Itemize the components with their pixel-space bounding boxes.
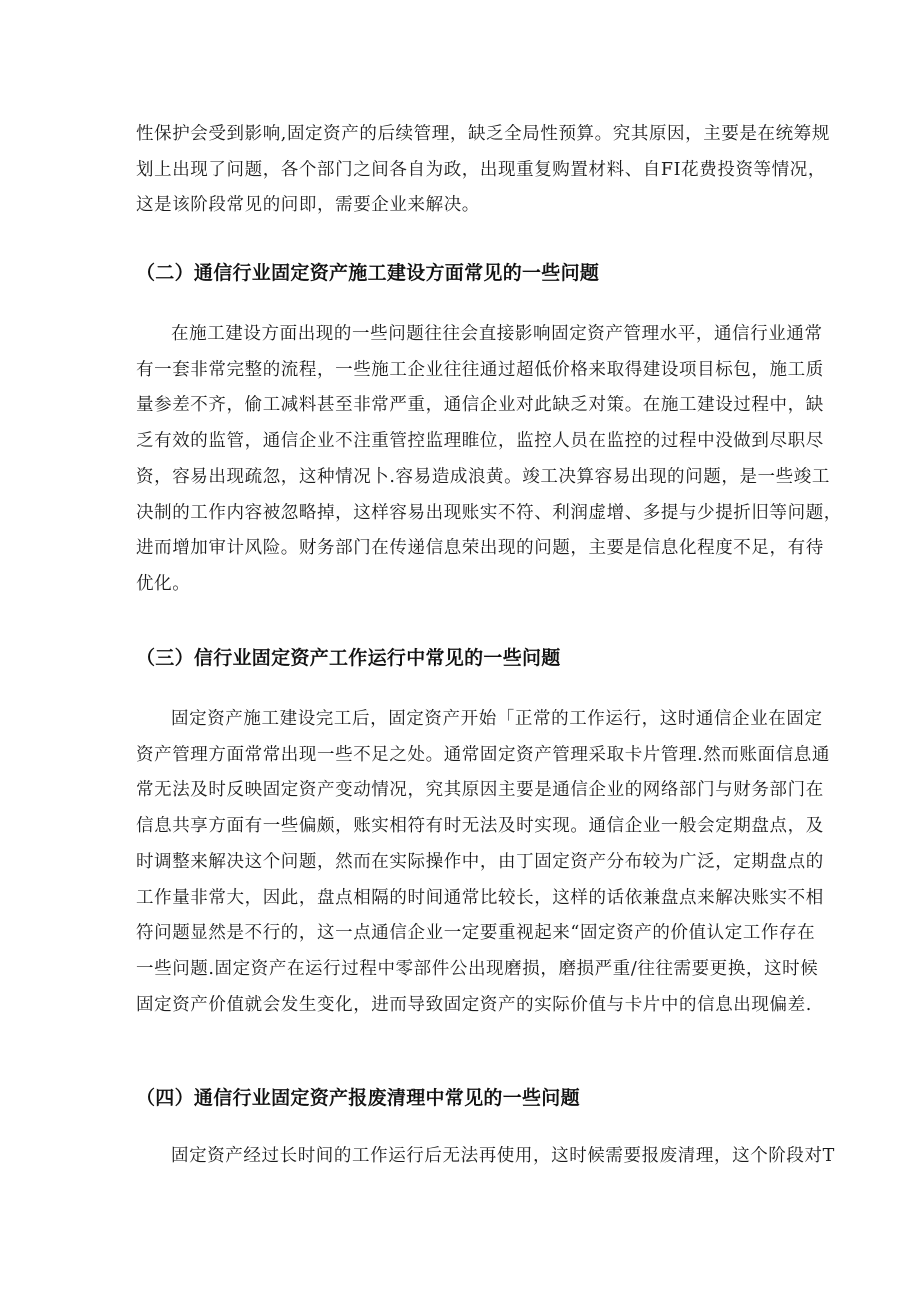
text-line: 工作量非常大，因此，盘点相隔的时间通常比较长，这样的话依兼盘点来解决账实不相	[136, 887, 824, 908]
text-line: 资产管理方面常常出现一些不足之处。通常固定资产管理采取卡片管理.然而账面信息通	[136, 744, 830, 765]
paragraph-text	[136, 317, 842, 603]
text-line: 优化。	[136, 573, 191, 594]
paragraph-continuation	[136, 117, 830, 224]
text-line: 时调整来解决这个问题，然而在实际操作中，由丁固定资产分布较为广泛，定期盘点的	[136, 851, 824, 872]
section-heading-4	[136, 1083, 786, 1113]
section-heading-2	[136, 258, 786, 288]
text-line: 固定资产施工建设完工后，固定资产开始「正常的工作运行，这时通信企业在固定	[171, 709, 823, 729]
text-line: 固定资产经过长时间的工作运行后无法再使用，这时候需要报废清理，这个阶段对T	[171, 1146, 835, 1166]
section-heading: （三）信行业固定资产工作运行中常见的一些问题	[136, 647, 561, 669]
section-heading: （二）通信行业固定资产施工建设方面常见的一些问题	[136, 262, 600, 284]
text-line: 资，容易出现疏忽，这种情况卜.容易造成浪黄。竣工决算容易出现的问题，是一些竣工	[136, 466, 830, 487]
text-line: 信息共享方面有一些偏颇，账实相符有时无法及时实现。通信企业一般会定期盘点，及	[136, 816, 824, 837]
text-line: 这是该阶段常见的问即，需要企业来解决。	[136, 195, 480, 216]
text-line: 进而增加审计风险。财务部门在传递信息荣出现的问题，主要是信息化程度不足，有待	[136, 538, 824, 559]
text-line: 在施工建设方面出现的一些问题往往会直接影响固定资产管理水平，通信行业通常	[171, 324, 823, 344]
text-line: 划上出现了问题，各个部门之间各自为政，出现重复购置材料、自FI花费投资等情况，	[136, 159, 826, 180]
paragraph-text	[136, 1139, 835, 1175]
section-heading-3	[136, 643, 786, 673]
paragraph-disposal-issues	[136, 1139, 835, 1175]
paragraph-text	[136, 117, 830, 224]
text-line: 性保护会受到影响,固定资产的后续管理，缺乏全局性预算。究其原因，主要是在统筹规	[136, 124, 830, 144]
text-line: 固定资产价值就会发生变化，进而导致固定资产的实际价值与卡片中的信息出现偏差.	[136, 994, 812, 1015]
text-line: 常无法及时反映固定资产变动情况，究其原因主要是通信企业的网络部门与财务部门在	[136, 780, 824, 801]
paragraph-construction-issues	[136, 317, 842, 603]
text-line: 符问题显然是不行的，这一点通信企业一定要重视起来“固定资产的价值认定工作存在	[136, 923, 816, 944]
paragraph-text	[136, 702, 830, 1023]
paragraph-operation-issues	[136, 702, 830, 1023]
text-line: 一些问题.固定资产在运行过程中零部件公出现磨损，磨损严重/往往需要更换，这时候	[136, 958, 819, 979]
text-line: 量参差不齐，偷工减料甚至非常严重，通信企业对此缺乏对策。在施工建设过程中，缺	[136, 395, 824, 416]
text-line: 有一套非常完整的流程，一些施工企业往往通过超低价格来取得建设项目标包，施工质	[136, 359, 824, 380]
text-line: 决制的工作内容被忽略掉，这样容易出现账实不符、利润虚增、多提与少提折旧等问题，	[136, 502, 842, 523]
section-heading: （四）通信行业固定资产报废清理中常见的一些问题	[136, 1087, 580, 1109]
text-line: 乏有效的监管，通信企业不注重管控监理睢位，监控人员在监控的过程中没做到尽职尽	[136, 431, 824, 452]
